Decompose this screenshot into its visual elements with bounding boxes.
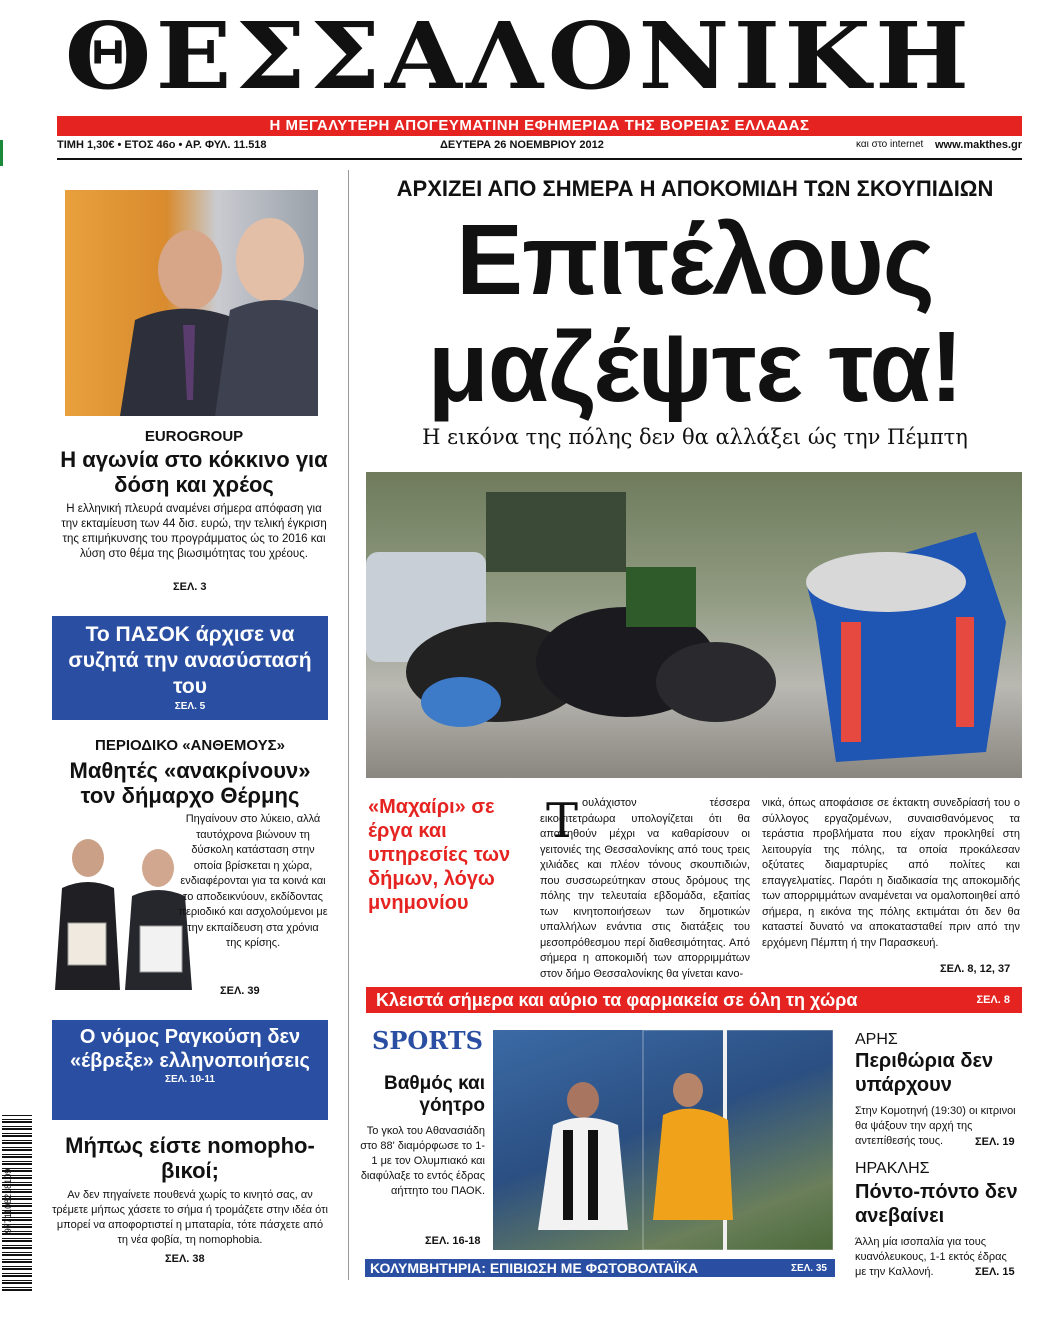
ragkousis-box[interactable] <box>52 1020 328 1120</box>
garbage-photo <box>366 472 1022 778</box>
aris-body: Στην Κομοτηνή (19:30) οι κιτρινοι θα ψάξουν την αρχή της αντεπίθεσής τους. <box>855 1105 1016 1147</box>
anthemous-body: Πηγαίνουν στο λύκειο, αλλά ταυτόχρονα βιώνουν τη δύσκολη κατάσταση στην οποία βρίσκεται η χώρα, ενδιαφέρονται για τα κοινά και το αποδεικνύουν, εκδίδοντας περιοδικό και ασχολούμενοι με την εκπαίδευση στα χρόνια της κρίσης. <box>178 813 328 949</box>
main-page: ΣΕΛ. 8, 12, 37 <box>940 963 1011 975</box>
issue-price: ΤΙΜΗ 1,30€ • ΕΤΟΣ 46ο • ΑΡ. ΦΥΛ. 11.518 <box>57 139 267 151</box>
eurogroup-headline[interactable]: Η αγωνία στο κόκκινο για δόση και χρέος <box>60 447 328 497</box>
edge-marker <box>0 140 3 166</box>
aris-page: ΣΕΛ. 19 <box>975 1136 1015 1148</box>
eurogroup-body: Η ελληνική πλευρά αναμένει σήμερα απόφαση για την εκταμίευση των 44 δισ. ευρώ, την τελική έγκριση της επιμήκυνσης του προγράμματος ώς το 2016 και λύση στο θέμα της βιωσιμότητας του χρέους. <box>61 503 327 560</box>
main-title-line1[interactable]: Επιτέλους <box>456 204 934 316</box>
students-photo <box>40 828 200 990</box>
internet-prefix: και στο internet <box>856 139 924 150</box>
sports-headline[interactable]: Βαθμός και γόητρο <box>384 1073 485 1116</box>
header-rule <box>57 158 1022 160</box>
sports-body: Το γκολ του Αθανασιάδη στο 88' διαμόρφωσε το 1-1 με τον Ολυμπιακό και διαφύλαξε το εντός έδρας αήττητο του ΠΑΟΚ. <box>360 1125 485 1197</box>
anthemous-headline[interactable]: Μαθητές «ανακρίνουν» τον δήμαρχο Θέρμης <box>69 758 311 808</box>
main-title-line2[interactable]: μαζέψτε τα! <box>427 311 963 423</box>
masthead-title: ΘΕΣΣΑΛΟΝΙΚΗ <box>64 2 974 110</box>
anthemous-kicker: ΠΕΡΙΟΔΙΚΟ «ΑΝΘΕΜΟΥΣ» <box>95 737 285 754</box>
pharmacy-bar[interactable] <box>366 987 1022 1013</box>
sports-label: SPORTS <box>372 1026 483 1055</box>
iraklis-kicker: ΗΡΑΚΛΗΣ <box>855 1160 930 1177</box>
ragkousis-headline: Ο νόμος Ραγκούση δεν «έβρεξε» ελληνοποιήσεις <box>70 1026 310 1072</box>
iraklis-body: Άλλη μία ισοπαλία για τους κυανόλευκους, 1-1 εκτός έδρας με την Καλλονή. <box>855 1236 1007 1278</box>
nomophobia-page: ΣΕΛ. 38 <box>165 1253 205 1265</box>
students-illustration <box>40 828 200 990</box>
swimming-text: ΚΟΛΥΜΒΗΤΗΡΙΑ: ΕΠΙΒΙΩΣΗ ΜΕ ΦΩΤΟΒΟΛΤΑΪΚΑ <box>370 1260 699 1276</box>
masthead-tagline: Η ΜΕΓΑΛΥΤΕΡΗ ΑΠΟΓΕΥΜΑΤΙΝΗ ΕΦΗΜΕΡΙΔΑ ΤΗΣ ΒΟΡΕΙΑΣ ΕΛΛΑΔΑΣ <box>57 116 1022 136</box>
aris-headline[interactable]: Περιθώρια δεν υπάρχουν <box>855 1050 994 1096</box>
main-subtitle: Η εικόνα της πόλης δεν θα αλλάξει ώς την Πέμπτη <box>422 425 968 449</box>
pharmacy-text: Κλειστά σήμερα και αύριο τα φαρμακεία σε όλη τη χώρα <box>376 990 858 1010</box>
main-kicker: ΑΡΧΙΖΕΙ ΑΠΟ ΣΗΜΕΡΑ Η ΑΠΟΚΟΜΙΔΗ ΤΩΝ ΣΚΟΥΠΙΔΙΩΝ <box>396 176 994 201</box>
nomophobia-body: Αν δεν πηγαίνετε πουθενά χωρίς το κινητό σας, αν τρέμετε μήπως χάσετε το σήμα ή τρομάζετε στην ιδέα ότι μπορεί να αποφορτιστεί η μπαταρία, τότε πάσχετε από τη νέα φοβία, τη nomophobia. <box>52 1189 328 1246</box>
issue-date: ΔΕΥΤΕΡΑ 26 ΝΟΕΜΒΡΙΟΥ 2012 <box>440 139 604 151</box>
football-photo <box>493 1030 833 1250</box>
eurogroup-kicker: EUROGROUP <box>144 428 244 445</box>
swimming-page: ΣΕΛ. 35 <box>790 1263 827 1274</box>
garbage-illustration <box>366 472 1022 778</box>
pasok-box[interactable] <box>52 616 328 720</box>
main-column-2: νικά, όπως αποφάσισε σε έκτακτη συνεδρίασή του ο σύλλογος εργαζομένων, συναισθανόμενος τα τεράστια προβλήματα που είχαν προκληθεί στη λειτουργία της πόλης, τα οποία προκάλεσαν οξύτατες διαμαρτυρίες από πολίτες και επαγγελματίες. Παρότι η διαδικασία της αποκομιδής των απορριμμάτων αναμένεται να ομαλοποιηθεί από σήμερα, η εικόνα της πόλης εκτιμάται ότι δεν θα καταστεί δυνατό να αποκατασταθεί πριν από την ερχόμενη Πέμπτη ή την Παρασκευή. <box>762 797 1020 949</box>
sports-page: ΣΕΛ. 16-18 <box>425 1235 481 1247</box>
barcode-number: 9771108218109 <box>3 1168 13 1234</box>
pasok-headline: Το ΠΑΣΟΚ άρχισε να συζητά την ανασύστασή του <box>68 623 312 698</box>
nomophobia-headline[interactable]: Μήπως είστε nomopho-βικοί; <box>65 1133 315 1183</box>
eurogroup-page: ΣΕΛ. 3 <box>173 581 207 593</box>
pharmacy-page: ΣΕΛ. 8 <box>976 994 1010 1006</box>
column-divider <box>348 170 349 1280</box>
aris-kicker: ΑΡΗΣ <box>855 1031 898 1048</box>
main-column-1: ουλάχιστον τέσσερα εικοσιτετράωρα υπολογίζεται ότι θα απαιτηθούν μέχρι να καθαρίσουν οι γειτονιές της Θεσσαλονίκης από τους τρεις χιλιάδες και πλέον τόνους σκουπιδιών, που συσσωρεύτηκαν στους δρόμους της πόλης την τελευταία εβδομάδα, εξαιτίας των κινητοποιήσεων των δημοτικών υπαλλήλων ενάντια στις διατάξεις του μεσοπρόθεσμου περί διαθεσιμότητας. Από σήμερα η αποκομιδή των απορριμμάτων στον δήμο Θεσσαλονίκης θα γίνεται κανο- <box>540 797 750 980</box>
swimming-bar[interactable] <box>365 1259 835 1277</box>
pasok-page: ΣΕΛ. 5 <box>174 701 206 712</box>
anthemous-page: ΣΕΛ. 39 <box>220 985 260 997</box>
main-side-headline[interactable]: «Μαχαίρι» σε έργα και υπηρεσίες των δήμων, λόγω μνημονίου <box>368 796 511 914</box>
iraklis-headline[interactable]: Πόντο-πόντο δεν ανεβαίνει <box>855 1181 1018 1227</box>
eurogroup-photo <box>65 190 318 416</box>
website-link[interactable]: www.makthes.gr <box>935 139 1023 151</box>
iraklis-page: ΣΕΛ. 15 <box>975 1266 1015 1278</box>
football-illustration <box>493 1030 833 1250</box>
ministers-illustration <box>65 190 318 416</box>
ragkousis-page: ΣΕΛ. 10-11 <box>165 1074 215 1085</box>
main-dropcap: Τ <box>546 793 579 849</box>
